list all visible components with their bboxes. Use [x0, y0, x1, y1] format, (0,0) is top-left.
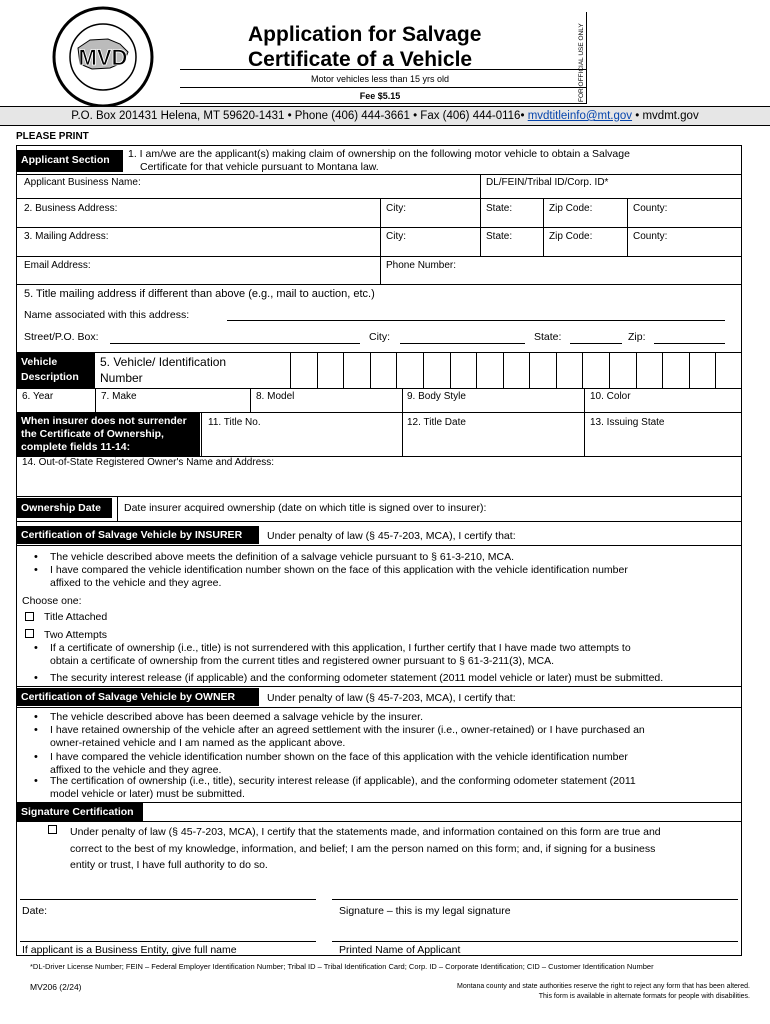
- insurer-penalty: Under penalty of law (§ 45-7-203, MCA), I certify that:: [267, 530, 516, 542]
- mailing-state-field[interactable]: State:: [486, 231, 513, 242]
- insurer-bullet-1: • The vehicle described above meets the definition of a salvage vehicle pursuant to § 61-3-210, MCA.: [50, 551, 514, 564]
- issuing-state-field[interactable]: 13. Issuing State: [590, 417, 665, 428]
- color-field[interactable]: 10. Color: [590, 391, 631, 402]
- mail-state-label: State:: [534, 331, 562, 343]
- vin-box[interactable]: [317, 353, 344, 388]
- mailing-zip-field[interactable]: Zip Code:: [549, 231, 593, 242]
- business-name-field[interactable]: Applicant Business Name:: [24, 177, 141, 188]
- claim-statement: 1. I am/we are the applicant(s) making claim of ownership on the following motor vehicle to obtain a Salvage Certificate for that vehicle pursuant to Montana law.: [128, 148, 630, 173]
- name-assoc-label: Name associated with this address:: [24, 309, 190, 321]
- vin-box[interactable]: [370, 353, 397, 388]
- owner-bullet-3: • I have compared the vehicle identification number shown on the face of this application with the vehicle identification number affixed to the vehicle and they agree.: [50, 751, 628, 777]
- vin-box[interactable]: [290, 353, 317, 388]
- vin-box[interactable]: [423, 353, 450, 388]
- insurer-bullet-4: • The security interest release (if applicable) and the conforming odometer statement (2011 model vehicle or later) must be submitted.: [50, 672, 663, 685]
- title-mailing-heading: 5. Title mailing address if different than above (e.g., mail to auction, etc.): [24, 288, 375, 300]
- mail-zip-line[interactable]: [654, 343, 725, 344]
- insurer-bullet-2: • I have compared the vehicle identification number shown on the face of this application with the vehicle identification number affixed to the vehicle and they agree.: [50, 564, 628, 590]
- insurer-cert-section-header: Certification of Salvage Vehicle by INSURER: [17, 526, 259, 544]
- date-line[interactable]: [20, 899, 316, 900]
- two-attempts-checkbox[interactable]: [25, 629, 34, 638]
- mail-city-line[interactable]: [400, 343, 525, 344]
- seal-center-text: MVD: [78, 45, 128, 70]
- mail-zip-label: Zip:: [628, 331, 646, 343]
- ownership-date-section-header: Ownership Date: [17, 498, 112, 518]
- ownership-date-text[interactable]: Date insurer acquired ownership (date on which title is signed over to insurer):: [124, 502, 487, 514]
- year-field[interactable]: 6. Year: [22, 391, 54, 402]
- header-rule: [180, 69, 587, 70]
- owner-bullet-2: • I have retained ownership of the vehicle after an agreed settlement with the insurer (i.e., owner-retained) or I have purchased an owner-retained vehicle and I am named as the applicant above.: [50, 724, 645, 750]
- vin-box[interactable]: [503, 353, 530, 388]
- printed-name-line[interactable]: [332, 941, 738, 942]
- email-link[interactable]: mvdtitleinfo@mt.gov: [527, 110, 633, 122]
- business-full-name-label: If applicant is a Business Entity, give full name: [22, 944, 237, 956]
- vin-box[interactable]: [609, 353, 636, 388]
- vin-box[interactable]: [476, 353, 503, 388]
- mailing-address-field[interactable]: 3. Mailing Address:: [24, 231, 109, 242]
- make-field[interactable]: 7. Make: [101, 391, 137, 402]
- street-line[interactable]: [110, 343, 360, 344]
- form-number: MV206 (2/24): [30, 982, 82, 992]
- business-state-field[interactable]: State:: [486, 203, 513, 214]
- vin-box[interactable]: [662, 353, 689, 388]
- business-name-line[interactable]: [20, 941, 316, 942]
- title-date-field[interactable]: 12. Title Date: [407, 417, 466, 428]
- fee: Fee $5.15: [359, 91, 401, 101]
- page-title: Application for Salvage Certificate of a Vehicle: [248, 23, 482, 71]
- subtitle: Motor vehicles less than 15 yrs old: [310, 74, 450, 84]
- dl-id-field[interactable]: DL/FEIN/Tribal ID/Corp. ID*: [486, 177, 609, 188]
- title-attached-checkbox[interactable]: [25, 612, 34, 621]
- business-county-field[interactable]: County:: [633, 203, 668, 214]
- vin-box[interactable]: [715, 353, 742, 388]
- two-attempts-label: Two Attempts: [44, 629, 108, 641]
- business-address-field[interactable]: 2. Business Address:: [24, 203, 118, 214]
- vin-label: 5. Vehicle/ Identification Number: [100, 355, 227, 385]
- vin-box[interactable]: [529, 353, 556, 388]
- name-assoc-line[interactable]: [227, 320, 725, 321]
- signature-section-header: Signature Certification: [17, 803, 143, 821]
- business-zip-field[interactable]: Zip Code:: [549, 203, 593, 214]
- footnote: *DL-Driver License Number; FEIN – Federal Employer Identification Number; Tribal ID – Tribal Identification Card; Corp. ID – Corporate Identification; CID – Customer Identification Number: [30, 962, 654, 971]
- vin-box[interactable]: [343, 353, 370, 388]
- vin-box[interactable]: [582, 353, 609, 388]
- choose-one: Choose one:: [22, 595, 82, 607]
- official-use-label: FOR OFFICIAL USE ONLY: [578, 23, 585, 102]
- date-label: Date:: [22, 905, 48, 917]
- mailing-county-field[interactable]: County:: [633, 231, 668, 242]
- vin-box[interactable]: [689, 353, 716, 388]
- rights-notice: Montana county and state authorities reserve the right to reject any form that has been altered. This form is available in alternate formats for people with disabilities.: [456, 983, 750, 1000]
- owner-bullet-4: • The certification of ownership (i.e., title), security interest release (if applicable), and the conforming odometer statement (2011 model vehicle or later) must be submitted.: [50, 775, 636, 801]
- owner-bullet-1: • The vehicle described above has been deemed a salvage vehicle by the insurer.: [50, 711, 423, 724]
- header-rule: [180, 87, 587, 88]
- business-city-field[interactable]: City:: [386, 203, 406, 214]
- vin-box[interactable]: [450, 353, 477, 388]
- owner-name-address-field[interactable]: 14. Out-of-State Registered Owner's Name and Address:: [22, 457, 275, 468]
- insurer-fields-section-header: When insurer does not surrender the Certificate of Ownership, complete fields 11-14:: [17, 413, 200, 456]
- owner-cert-section-header: Certification of Salvage Vehicle by OWNER: [17, 688, 259, 706]
- signature-label: Signature – this is my legal signature: [339, 905, 511, 917]
- applicant-section-header: Applicant Section: [17, 150, 123, 172]
- model-field[interactable]: 8. Model: [256, 391, 295, 402]
- contact-bar: P.O. Box 201431 Helena, MT 59620-1431 • Phone (406) 444-3661 • Fax (406) 444-0116• mvdtitleinfo@mt.gov • mvdmt.gov: [0, 106, 770, 126]
- title-no-field[interactable]: 11. Title No.: [208, 417, 261, 428]
- vin-box[interactable]: [396, 353, 423, 388]
- email-field[interactable]: Email Address:: [24, 260, 91, 271]
- body-style-field[interactable]: 9. Body Style: [407, 391, 466, 402]
- vin-box[interactable]: [636, 353, 663, 388]
- mvd-seal-logo: [48, 6, 158, 108]
- signature-line[interactable]: [332, 899, 738, 900]
- mail-state-line[interactable]: [570, 343, 622, 344]
- mailing-city-field[interactable]: City:: [386, 231, 406, 242]
- vin-box[interactable]: [556, 353, 583, 388]
- mail-city-label: City:: [369, 331, 390, 343]
- insurer-bullet-3: • If a certificate of ownership (i.e., title) is not surrendered with this application, I further certify that I have made two attempts to obtain a certificate of ownership from the current titles and registered owner pursuant to § 61-3-211(3), MCA.: [50, 642, 631, 668]
- phone-field[interactable]: Phone Number:: [386, 260, 457, 271]
- signature-certify-checkbox[interactable]: [48, 825, 57, 834]
- owner-penalty: Under penalty of law (§ 45-7-203, MCA), I certify that:: [267, 692, 516, 704]
- printed-name-label: Printed Name of Applicant: [339, 944, 461, 956]
- signature-statement: Under penalty of law (§ 45-7-203, MCA), I certify that the statements made, and information contained on this form are true and correct to the best of my knowledge, information, and belief; I am the person named on this form; and, if signing for a business entity or trust, I have full authority to do so.: [70, 826, 661, 871]
- vehicle-section-header: Vehicle Description: [17, 353, 95, 388]
- title-attached-label: Title Attached: [44, 611, 108, 623]
- please-print: PLEASE PRINT: [16, 131, 89, 142]
- street-label: Street/P.O. Box:: [24, 331, 99, 343]
